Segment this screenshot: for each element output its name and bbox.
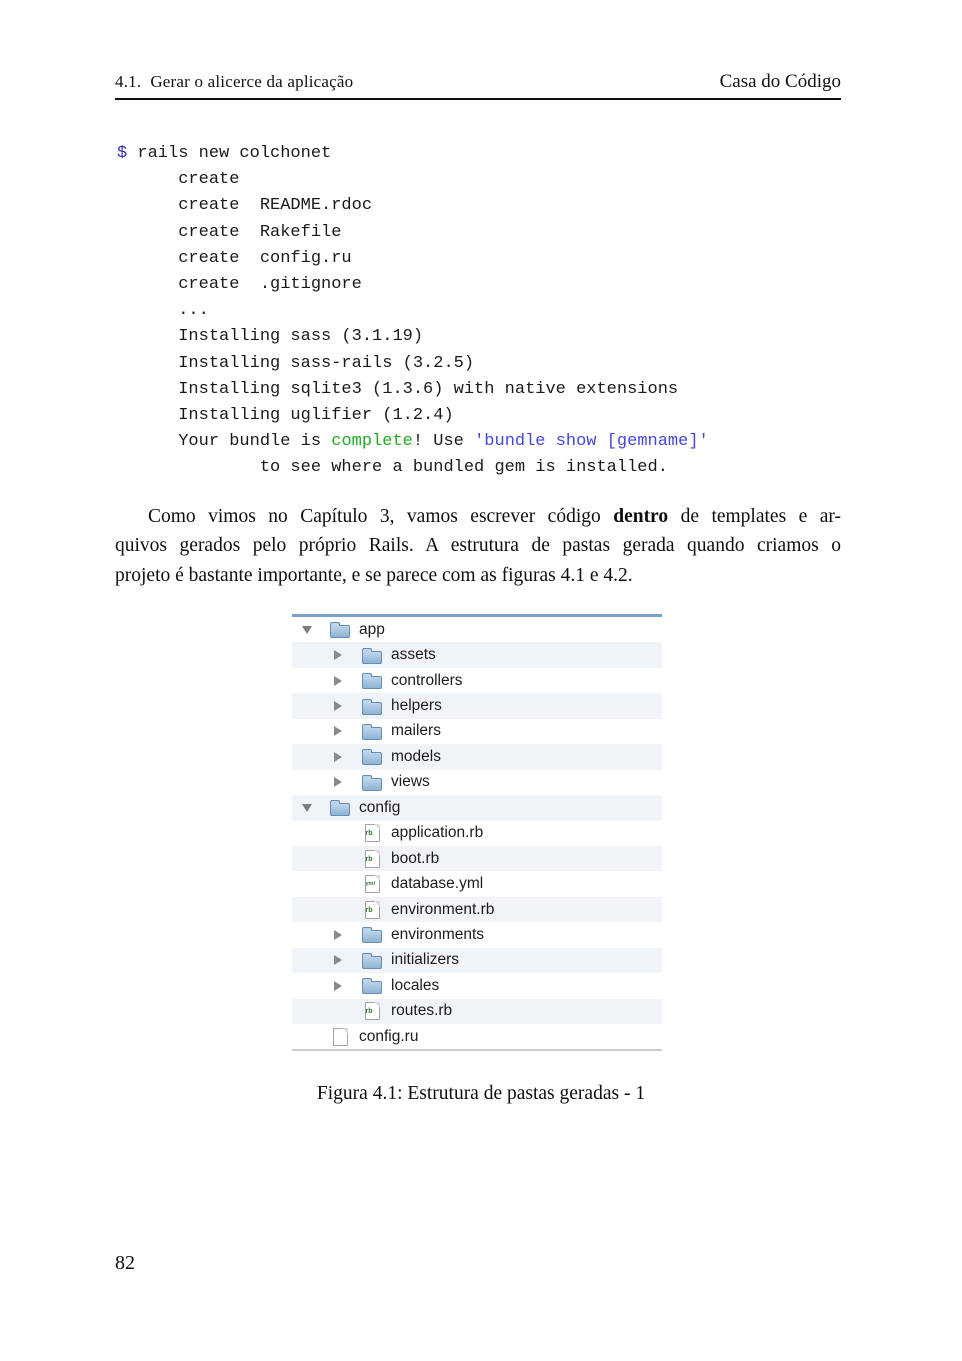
code-line xyxy=(117,193,709,219)
text-segment: $ xyxy=(117,144,128,163)
text-segment: Installing uglifier (1.2.4) xyxy=(117,406,454,426)
folder-icon xyxy=(330,803,350,816)
tree-row xyxy=(292,668,662,693)
publisher-name: Casa do Código xyxy=(719,71,841,92)
code-line xyxy=(117,220,709,246)
tree-row xyxy=(292,871,662,896)
text-segment: 'bundle show [gemname]' xyxy=(474,432,709,452)
tree-item-label: environment.rb xyxy=(391,900,495,918)
folder-icon xyxy=(362,981,382,994)
tree-item-label: helpers xyxy=(391,697,442,715)
tree-row xyxy=(292,897,662,922)
tree-item-label: environments xyxy=(391,925,485,943)
disclosure-slot xyxy=(334,981,362,991)
text-segment: Your bundle is xyxy=(117,432,332,452)
triangle-right-icon xyxy=(334,752,342,762)
folder-icon xyxy=(362,651,382,664)
tree-item-label: mailers xyxy=(391,722,441,740)
file-icon xyxy=(365,875,380,893)
text-segment: Installing sass (3.1.19) xyxy=(117,327,424,347)
file-type-badge: yml xyxy=(365,881,375,888)
body-paragraph xyxy=(115,502,841,590)
folder-icon xyxy=(362,702,382,715)
triangle-right-icon xyxy=(334,726,342,736)
text-segment: ... xyxy=(117,301,209,321)
icon-slot xyxy=(362,698,382,715)
icon-slot xyxy=(330,621,350,638)
text-segment: ! Use xyxy=(412,432,475,452)
figure-caption: Figura 4.1: Estrutura de pastas geradas - 1 xyxy=(316,1083,646,1104)
triangle-right-icon xyxy=(334,701,342,711)
tree-row xyxy=(292,1024,662,1049)
tree-item-label: app xyxy=(359,620,385,638)
triangle-right-icon xyxy=(334,981,342,991)
tree-item-label: boot.rb xyxy=(391,849,440,867)
text-segment: projeto é bastante importante, e se parece com as figuras 4.1 e 4.2. xyxy=(115,564,633,586)
icon-slot xyxy=(362,748,382,765)
icon-slot xyxy=(362,977,382,994)
file-type-badge: rb xyxy=(365,1008,373,1016)
code-line xyxy=(117,167,709,193)
text-segment: create Rakefile xyxy=(117,222,342,242)
tree-item-label: config xyxy=(359,798,401,816)
section-number: 4.1. xyxy=(115,72,142,91)
tree-row xyxy=(292,795,662,820)
tree-item-label: database.yml xyxy=(391,875,484,893)
text-segment: de templates e ar- xyxy=(668,506,841,527)
disclosure-slot xyxy=(334,650,362,660)
folder-icon xyxy=(330,625,350,638)
tree-item-label: views xyxy=(391,773,430,791)
tree-item-label: application.rb xyxy=(391,824,484,842)
text-segment: rails new colchonet xyxy=(127,144,332,163)
folder-icon xyxy=(362,956,382,969)
code-line xyxy=(117,298,709,324)
file-icon xyxy=(333,1028,348,1046)
file-icon xyxy=(365,1002,380,1020)
icon-slot xyxy=(362,672,382,689)
page-number: 82 xyxy=(115,1252,135,1274)
file-type-badge: rb xyxy=(365,855,373,863)
code-line xyxy=(117,377,709,403)
text-segment: Installing sass-rails (3.2.5) xyxy=(117,353,475,373)
text-segment: create config.ru xyxy=(117,248,352,268)
folder-icon xyxy=(362,778,382,791)
tree-row xyxy=(292,948,662,973)
code-line xyxy=(117,455,709,481)
disclosure-slot xyxy=(334,777,362,787)
code-line xyxy=(117,246,709,272)
text-segment: quivos gerados pelo próprio Rails. A estrutura de pastas gerada quando criamos o xyxy=(115,535,841,557)
triangle-right-icon xyxy=(334,955,342,965)
folder-icon xyxy=(362,752,382,765)
file-type-badge: rb xyxy=(365,830,373,838)
tree-item-label: locales xyxy=(391,976,440,994)
disclosure-slot xyxy=(334,752,362,762)
text-segment: Installing sqlite3 (1.3.6) with native extensions xyxy=(117,379,679,399)
file-icon xyxy=(365,850,380,868)
tree-row xyxy=(292,821,662,846)
tree-row xyxy=(292,999,662,1024)
triangle-right-icon xyxy=(334,650,342,660)
icon-slot xyxy=(362,901,382,919)
icon-slot xyxy=(362,1002,382,1020)
file-tree-figure xyxy=(292,614,662,1051)
folder-icon xyxy=(362,930,382,943)
icon-slot xyxy=(362,647,382,664)
code-line xyxy=(117,272,709,298)
disclosure-slot xyxy=(334,930,362,940)
paragraph-line xyxy=(115,531,841,560)
tree-row xyxy=(292,770,662,795)
triangle-right-icon xyxy=(334,930,342,940)
section-title: Gerar o alicerce da aplicação xyxy=(150,72,354,91)
code-line xyxy=(117,141,709,167)
icon-slot xyxy=(362,824,382,842)
paragraph-line xyxy=(115,502,841,531)
file-type-badge: rb xyxy=(365,906,373,914)
triangle-down-icon xyxy=(302,626,312,634)
paragraph-line xyxy=(115,561,841,590)
tree-item-label: routes.rb xyxy=(391,1002,453,1020)
text-segment: to see where a bundled gem is installed. xyxy=(117,458,668,478)
tree-item-label: initializers xyxy=(391,951,460,969)
text-segment: complete xyxy=(331,432,413,452)
tree-row xyxy=(292,693,662,718)
folder-icon xyxy=(362,727,382,740)
text-segment: create .gitignore xyxy=(117,275,362,295)
section-heading xyxy=(115,72,353,92)
disclosure-slot xyxy=(334,955,362,965)
tree-row xyxy=(292,617,662,642)
tree-row xyxy=(292,744,662,769)
icon-slot xyxy=(330,799,350,816)
text-segment: dentro xyxy=(613,506,669,527)
disclosure-slot xyxy=(302,804,330,812)
disclosure-slot xyxy=(334,676,362,686)
triangle-down-icon xyxy=(302,804,312,812)
tree-row xyxy=(292,642,662,667)
text-segment: create README.rdoc xyxy=(117,196,373,216)
tree-item-label: config.ru xyxy=(359,1027,419,1045)
tree-item-label: controllers xyxy=(391,671,463,689)
tree-row xyxy=(292,846,662,871)
running-header xyxy=(115,71,841,100)
tree-row xyxy=(292,922,662,947)
text-segment: create xyxy=(117,170,240,190)
file-icon xyxy=(365,824,380,842)
icon-slot xyxy=(362,952,382,969)
icon-slot xyxy=(362,875,382,893)
file-icon xyxy=(365,901,380,919)
code-line xyxy=(117,351,709,377)
folder-icon xyxy=(362,676,382,689)
tree-row xyxy=(292,719,662,744)
tree-row xyxy=(292,973,662,998)
icon-slot xyxy=(362,774,382,791)
icon-slot xyxy=(362,926,382,943)
icon-slot xyxy=(362,723,382,740)
icon-slot xyxy=(362,850,382,868)
tree-item-label: assets xyxy=(391,646,436,664)
code-line xyxy=(117,324,709,350)
triangle-right-icon xyxy=(334,777,342,787)
text-segment: Como vimos no Capítulo 3, vamos escrever código xyxy=(148,506,614,527)
terminal-code-block xyxy=(117,141,709,482)
code-line xyxy=(117,429,709,455)
icon-slot xyxy=(330,1028,350,1046)
triangle-right-icon xyxy=(334,676,342,686)
disclosure-slot xyxy=(334,701,362,711)
disclosure-slot xyxy=(334,726,362,736)
tree-item-label: models xyxy=(391,747,441,765)
code-line xyxy=(117,403,709,429)
disclosure-slot xyxy=(302,626,330,634)
